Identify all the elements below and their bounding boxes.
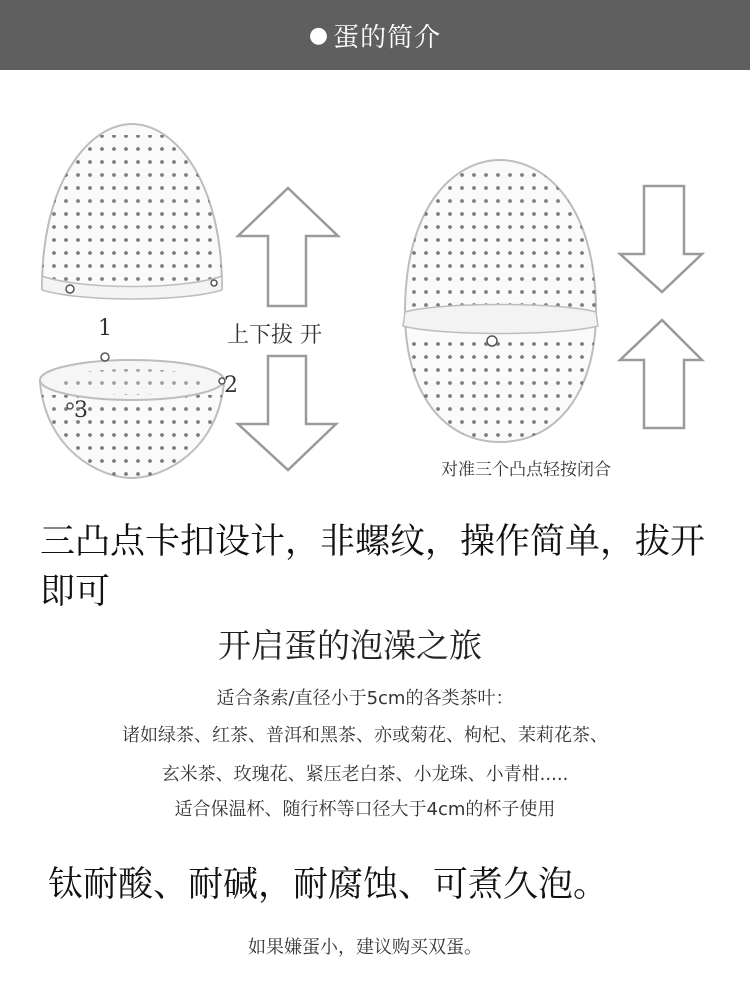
arrow-down-icon — [238, 356, 336, 470]
align-close-label: 对准三个凸点轻按闭合 — [441, 460, 611, 480]
tea-egg-illustration — [0, 95, 750, 505]
egg-top-half — [40, 124, 230, 299]
arrow-up-icon — [620, 320, 702, 428]
feature-text: 钛耐酸、耐碱，耐腐蚀、可煮久泡。 — [48, 865, 609, 905]
egg-closed — [400, 160, 600, 445]
pull-apart-label: 上下拔 开 — [227, 323, 322, 348]
description-line: 诸如绿茶、红茶、普洱和黑茶、亦或菊花、枸杞、茉莉花茶、 — [122, 725, 608, 746]
subtitle: 开启蛋的泡澡之旅 — [218, 626, 482, 665]
headline: 三凸点卡扣设计，非螺纹，操作简单，拔开即可 — [40, 522, 706, 612]
bullet-icon: ● — [308, 22, 330, 48]
marker-2: 2 — [224, 373, 238, 398]
purchase-note: 如果嫌蛋小，建议购买双蛋。 — [248, 937, 482, 958]
arrow-up-icon — [238, 188, 338, 306]
marker-3: 3 — [74, 398, 88, 423]
description-line: 适合条索/直径小于5cm的各类茶叶： — [216, 688, 514, 709]
egg-bottom-half — [40, 353, 230, 485]
arrow-down-icon — [620, 186, 702, 292]
description-line: 适合保温杯、随行杯等口径大于4cm的杯子使用 — [174, 799, 556, 820]
section-header — [0, 0, 750, 70]
marker-1: 1 — [98, 316, 112, 341]
description-line: 玄米茶、玫瑰花、紧压老白茶、小龙珠、小青柑..... — [161, 764, 569, 785]
section-title: 蛋的简介 — [333, 22, 442, 53]
